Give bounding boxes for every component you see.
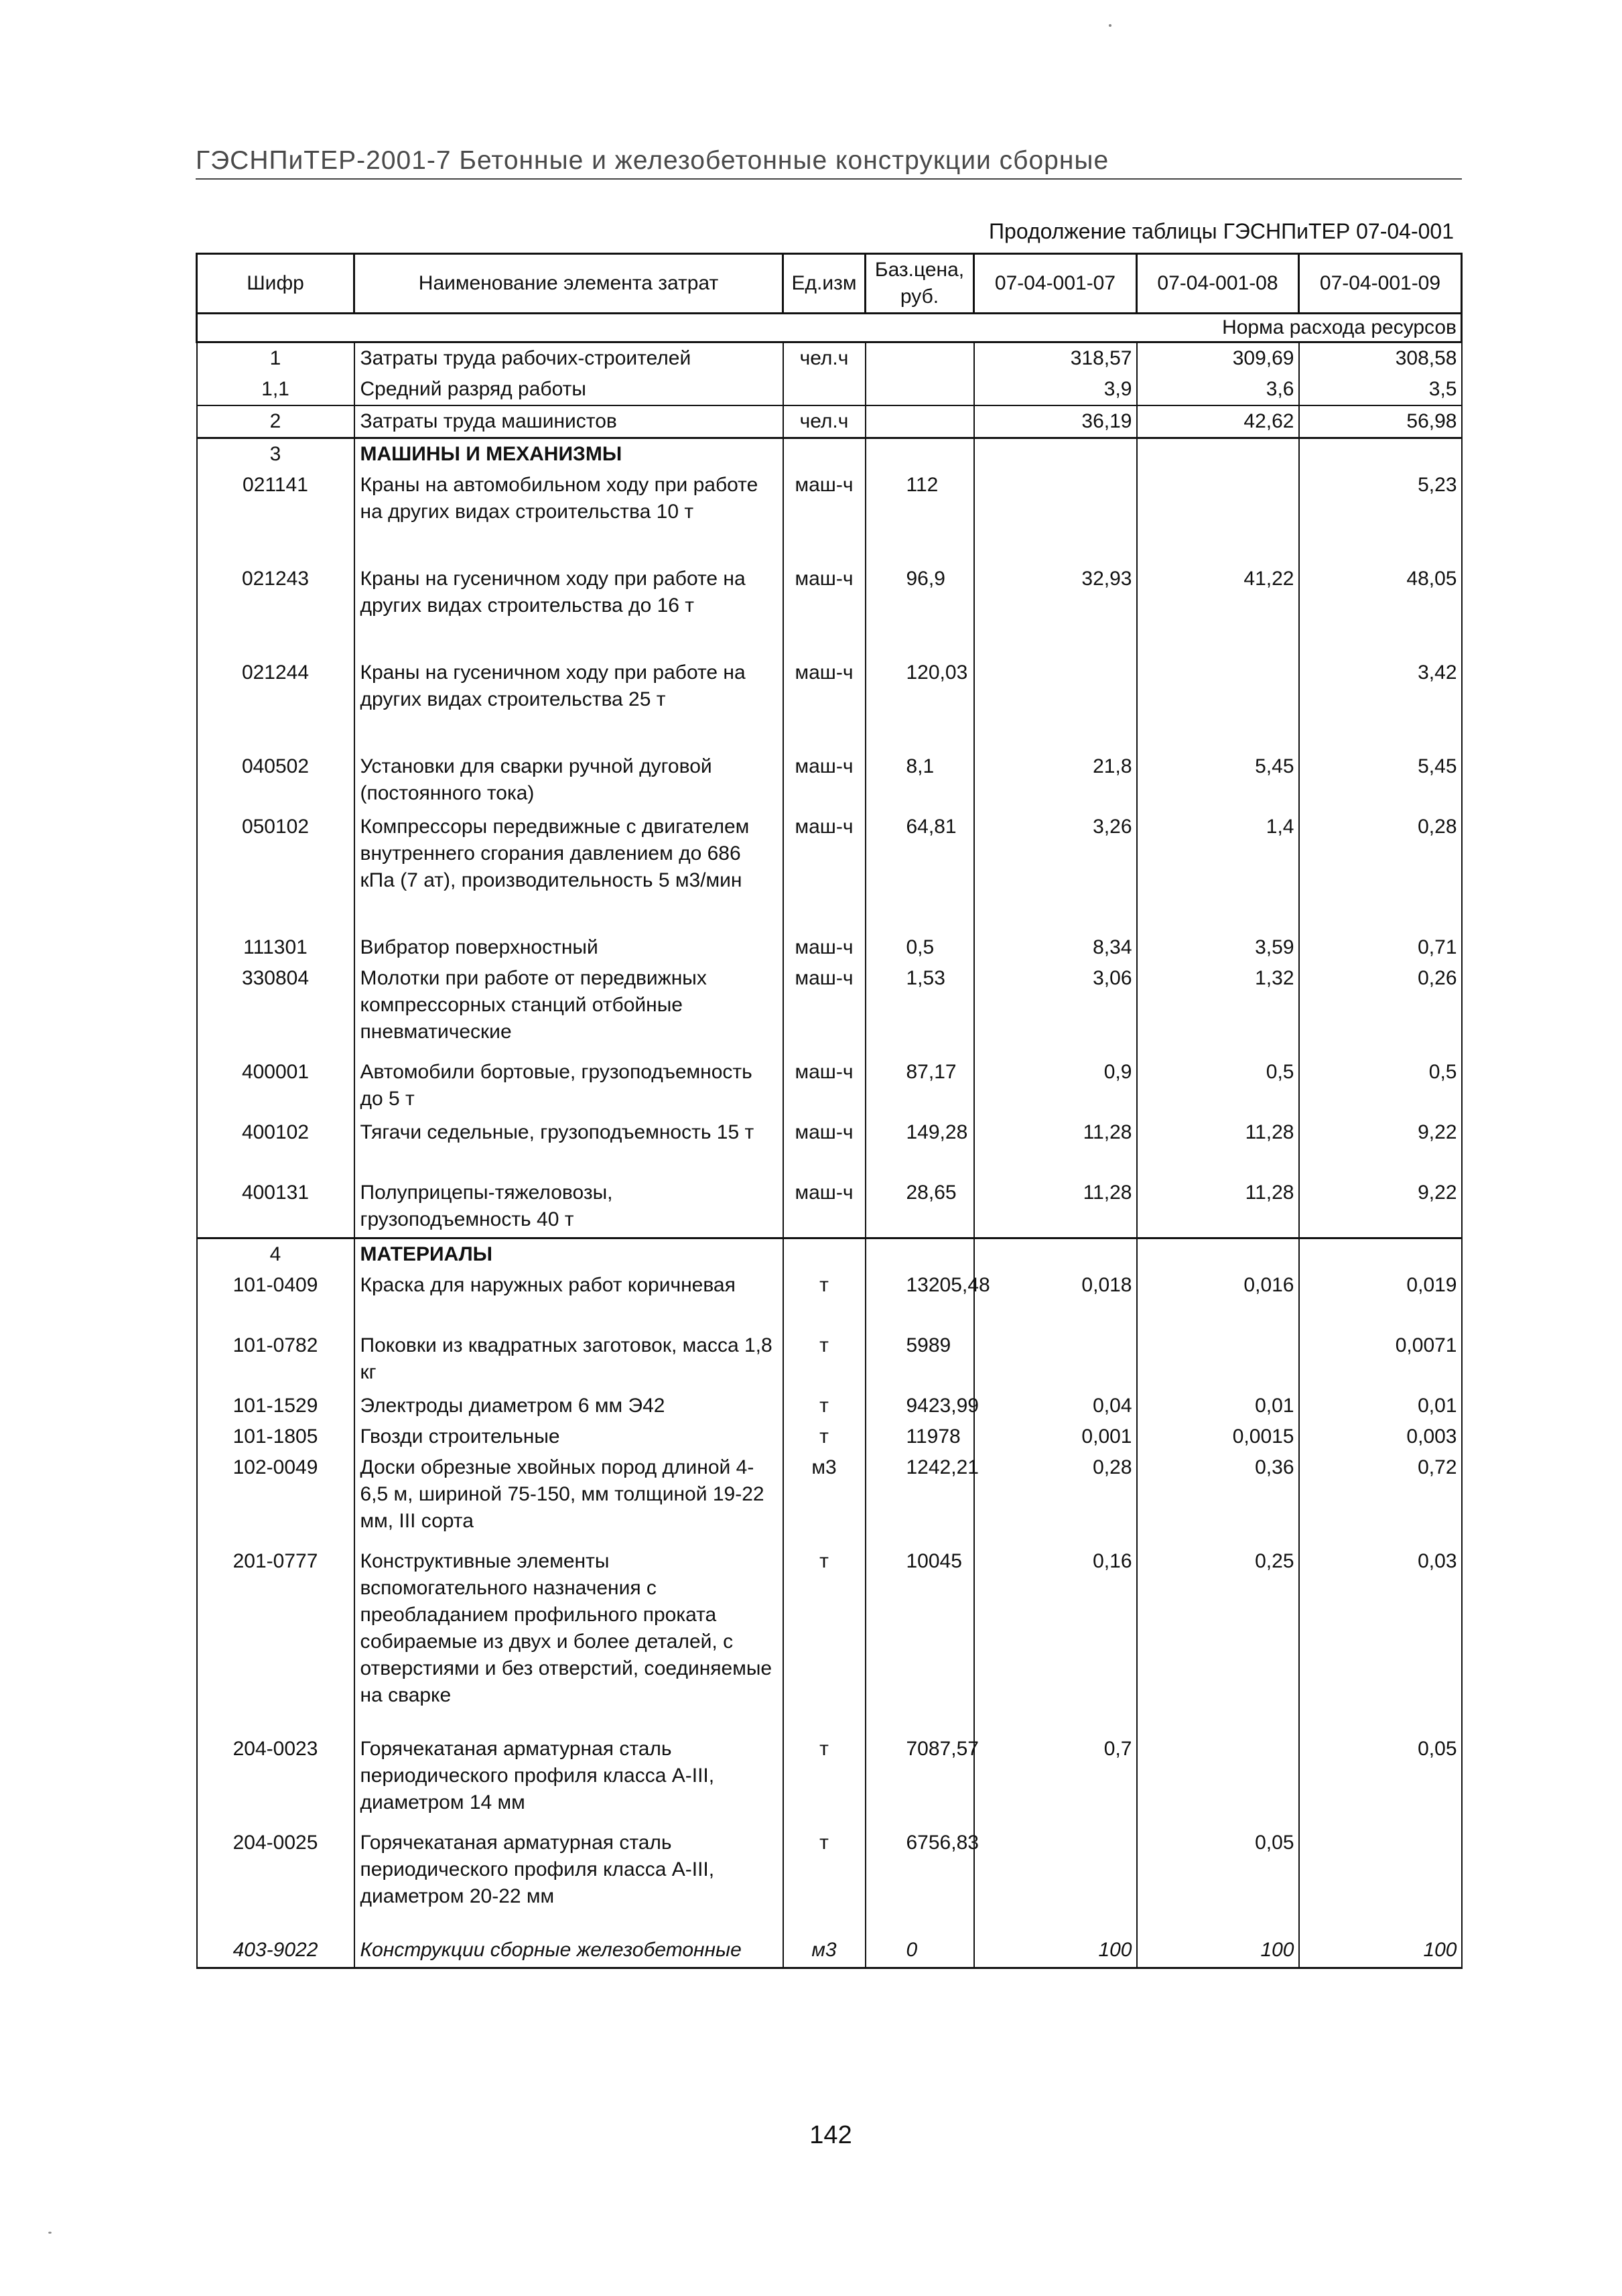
cell-unit: маш-ч	[783, 1117, 866, 1177]
table-row	[197, 1057, 1462, 1117]
cell-unit: т	[783, 1391, 866, 1421]
cell-value-08: 1,4	[1137, 812, 1299, 932]
cell-unit: м3	[783, 1452, 866, 1546]
cell-value-07: 0,7	[974, 1734, 1137, 1828]
table-row	[197, 963, 1462, 1057]
cell-code: 2	[197, 405, 354, 438]
cell-code: 400102	[197, 1117, 354, 1177]
cell-value-09: 0,019	[1299, 1270, 1462, 1330]
cell-code: 111301	[197, 932, 354, 963]
cell-value-09: 308,58	[1299, 342, 1462, 375]
cell-name: Краска для наружных работ коричневая	[354, 1270, 783, 1330]
cell-code: 400001	[197, 1057, 354, 1117]
cell-value-08	[1137, 470, 1299, 564]
table-row	[197, 405, 1462, 438]
cell-name: Автомобили бортовые, грузоподъемность до 5 т	[354, 1057, 783, 1117]
cell-value-07: 0,04	[974, 1391, 1137, 1421]
cell-value-09: 0,72	[1299, 1452, 1462, 1546]
cell-price: 0	[866, 1935, 974, 1968]
cell-name: Вибратор поверхностный	[354, 932, 783, 963]
cell-value-09: 0,05	[1299, 1734, 1462, 1828]
cell-price: 87,17	[866, 1057, 974, 1117]
cell-unit: маш-ч	[783, 470, 866, 564]
cell-value-08: 0,36	[1137, 1452, 1299, 1546]
cell-code: 204-0023	[197, 1734, 354, 1828]
cell-price: 9423,99	[866, 1391, 974, 1421]
cell-code: 101-0409	[197, 1270, 354, 1330]
scan-speck	[48, 2232, 52, 2234]
norma-label: Норма расхода ресурсов	[974, 314, 1462, 342]
cell-value-09: 0,003	[1299, 1421, 1462, 1452]
cell-code: 1	[197, 342, 354, 375]
cell-value-07: 0,018	[974, 1270, 1137, 1330]
cell-unit: т	[783, 1734, 866, 1828]
cell-name: Тягачи седельные, грузоподъемность 15 т	[354, 1117, 783, 1177]
resource-norms-table	[196, 253, 1463, 1969]
header-price: Баз.цена, руб.	[866, 254, 974, 314]
cell-value-07	[974, 1238, 1137, 1270]
cell-name: Горячекатаная арматурная сталь периодического профиля класса А-III, диаметром 20-22 мм	[354, 1828, 783, 1935]
table-row	[197, 751, 1462, 812]
cell-value-08: 5,45	[1137, 751, 1299, 812]
cell-value-07	[974, 657, 1137, 751]
table-row	[197, 342, 1462, 375]
running-header: ГЭСНПиТЕР-2001-7 Бетонные и железобетонные конструкции сборные	[196, 143, 1462, 180]
cell-unit	[783, 374, 866, 405]
cell-unit: чел.ч	[783, 342, 866, 375]
cell-value-09: 5,45	[1299, 751, 1462, 812]
cell-name: Затраты труда машинистов	[354, 405, 783, 438]
cell-name: Гвозди строительные	[354, 1421, 783, 1452]
cell-value-09: 5,23	[1299, 470, 1462, 564]
header-code: Шифр	[197, 254, 354, 314]
cell-unit	[783, 438, 866, 470]
cell-price: 8,1	[866, 751, 974, 812]
cell-value-08: 11,28	[1137, 1177, 1299, 1238]
cell-value-08: 100	[1137, 1935, 1299, 1968]
table-row	[197, 657, 1462, 751]
cell-value-08: 1,32	[1137, 963, 1299, 1057]
table-header-row	[197, 254, 1462, 314]
cell-value-09: 9,22	[1299, 1117, 1462, 1177]
cell-name: Горячекатаная арматурная сталь периодического профиля класса А-III, диаметром 14 мм	[354, 1734, 783, 1828]
table-row	[197, 564, 1462, 657]
header-name: Наименование элемента затрат	[354, 254, 783, 314]
cell-name: МАТЕРИАЛЫ	[354, 1238, 783, 1270]
cell-value-07: 11,28	[974, 1117, 1137, 1177]
cell-value-07: 0,28	[974, 1452, 1137, 1546]
cell-unit: м3	[783, 1935, 866, 1968]
cell-value-08: 0,016	[1137, 1270, 1299, 1330]
header-col-09: 07-04-001-09	[1299, 254, 1462, 314]
cell-code: 021141	[197, 470, 354, 564]
table-row	[197, 1452, 1462, 1546]
cell-code: 403-9022	[197, 1935, 354, 1968]
cell-unit: маш-ч	[783, 812, 866, 932]
cell-unit: т	[783, 1421, 866, 1452]
cell-value-09	[1299, 1238, 1462, 1270]
cell-value-07	[974, 438, 1137, 470]
cell-value-08: 309,69	[1137, 342, 1299, 375]
cell-price: 112	[866, 470, 974, 564]
cell-unit: маш-ч	[783, 963, 866, 1057]
cell-value-07: 3,9	[974, 374, 1137, 405]
cell-unit: маш-ч	[783, 657, 866, 751]
cell-price	[866, 438, 974, 470]
cell-value-08	[1137, 1330, 1299, 1391]
cell-value-07: 100	[974, 1935, 1137, 1968]
cell-unit	[783, 1238, 866, 1270]
cell-price	[866, 342, 974, 375]
cell-price	[866, 405, 974, 438]
header-col-08: 07-04-001-08	[1137, 254, 1299, 314]
cell-value-09: 9,22	[1299, 1177, 1462, 1238]
cell-price: 120,03	[866, 657, 974, 751]
cell-code: 400131	[197, 1177, 354, 1238]
cell-price: 1,53	[866, 963, 974, 1057]
cell-value-09: 3,42	[1299, 657, 1462, 751]
table-row	[197, 932, 1462, 963]
table-continuation-caption: Продолжение таблицы ГЭСНПиТЕР 07-04-001	[989, 219, 1454, 243]
table-row	[197, 1270, 1462, 1330]
cell-value-08: 3,59	[1137, 932, 1299, 963]
header-unit: Ед.изм	[783, 254, 866, 314]
table-row	[197, 1828, 1462, 1935]
header-col-07: 07-04-001-07	[974, 254, 1137, 314]
cell-name: Установки для сварки ручной дуговой (постоянного тока)	[354, 751, 783, 812]
scan-speck	[1109, 24, 1111, 27]
cell-unit: маш-ч	[783, 1057, 866, 1117]
cell-value-07	[974, 470, 1137, 564]
cell-unit: т	[783, 1828, 866, 1935]
cell-value-08	[1137, 1238, 1299, 1270]
table-row	[197, 812, 1462, 932]
cell-value-09: 3,5	[1299, 374, 1462, 405]
cell-value-08: 11,28	[1137, 1117, 1299, 1177]
cell-value-07	[974, 1828, 1137, 1935]
cell-price: 28,65	[866, 1177, 974, 1238]
cell-unit: маш-ч	[783, 751, 866, 812]
cell-value-07: 0,001	[974, 1421, 1137, 1452]
cell-value-09: 100	[1299, 1935, 1462, 1968]
cell-value-08: 0,0015	[1137, 1421, 1299, 1452]
cell-name: Конструктивные элементы вспомогательного назначения с преобладанием профильного проката собираемые из двух и более деталей, с отверстиями и без отверстий, соединяемые на сварке	[354, 1546, 783, 1734]
cell-value-09: 0,0071	[1299, 1330, 1462, 1391]
cell-name: Молотки при работе от передвижных компрессорных станций отбойные пневматические	[354, 963, 783, 1057]
cell-code: 4	[197, 1238, 354, 1270]
cell-value-07: 3,06	[974, 963, 1137, 1057]
cell-price: 11978	[866, 1421, 974, 1452]
cell-name: Краны на автомобильном ходу при работе на других видах строительства 10 т	[354, 470, 783, 564]
page-number: 142	[809, 2121, 852, 2149]
cell-value-08: 0,5	[1137, 1057, 1299, 1117]
cell-value-08: 42,62	[1137, 405, 1299, 438]
table-row	[197, 1330, 1462, 1391]
cell-value-07: 318,57	[974, 342, 1137, 375]
table-row	[197, 1935, 1462, 1968]
cell-name: Краны на гусеничном ходу при работе на других видах строительства до 16 т	[354, 564, 783, 657]
cell-value-09: 0,28	[1299, 812, 1462, 932]
cell-value-07	[974, 1330, 1137, 1391]
cell-unit: т	[783, 1546, 866, 1734]
cell-code: 3	[197, 438, 354, 470]
cell-name: Средний разряд работы	[354, 374, 783, 405]
cell-price	[866, 374, 974, 405]
cell-code: 330804	[197, 963, 354, 1057]
table-row	[197, 1117, 1462, 1177]
cell-name: Краны на гусеничном ходу при работе на других видах строительства 25 т	[354, 657, 783, 751]
cell-value-09	[1299, 1828, 1462, 1935]
cell-name: Поковки из квадратных заготовок, масса 1,8 кг	[354, 1330, 783, 1391]
cell-code: 050102	[197, 812, 354, 932]
cell-value-07: 11,28	[974, 1177, 1137, 1238]
cell-value-08	[1137, 438, 1299, 470]
cell-name: Конструкции сборные железобетонные	[354, 1935, 783, 1968]
cell-price	[866, 1238, 974, 1270]
table-row	[197, 1734, 1462, 1828]
cell-price: 96,9	[866, 564, 974, 657]
cell-price: 149,28	[866, 1117, 974, 1177]
cell-value-08: 0,25	[1137, 1546, 1299, 1734]
cell-price: 6756,83	[866, 1828, 974, 1935]
cell-value-08: 0,01	[1137, 1391, 1299, 1421]
cell-code: 101-0782	[197, 1330, 354, 1391]
cell-value-09: 0,03	[1299, 1546, 1462, 1734]
cell-unit: чел.ч	[783, 405, 866, 438]
cell-value-08	[1137, 657, 1299, 751]
cell-value-09: 0,71	[1299, 932, 1462, 963]
cell-code: 101-1529	[197, 1391, 354, 1421]
table-row	[197, 470, 1462, 564]
cell-name: Доски обрезные хвойных пород длиной 4-6,5 м, шириной 75-150, мм толщиной 19-22 мм, III сорта	[354, 1452, 783, 1546]
cell-code: 204-0025	[197, 1828, 354, 1935]
cell-unit: т	[783, 1330, 866, 1391]
cell-value-08: 41,22	[1137, 564, 1299, 657]
cell-name: Компрессоры передвижные с двигателем внутреннего сгорания давлением до 686 кПа (7 ат), производительность 5 м3/мин	[354, 812, 783, 932]
cell-price: 7087,57	[866, 1734, 974, 1828]
cell-value-07: 32,93	[974, 564, 1137, 657]
cell-value-09: 48,05	[1299, 564, 1462, 657]
cell-value-09: 0,01	[1299, 1391, 1462, 1421]
cell-value-09: 0,5	[1299, 1057, 1462, 1117]
cell-value-07: 0,16	[974, 1546, 1137, 1734]
cell-value-09: 56,98	[1299, 405, 1462, 438]
cell-value-07: 36,19	[974, 405, 1137, 438]
cell-value-08: 0,05	[1137, 1828, 1299, 1935]
cell-unit: т	[783, 1270, 866, 1330]
table-row	[197, 1421, 1462, 1452]
cell-value-08: 3,6	[1137, 374, 1299, 405]
cell-value-08	[1137, 1734, 1299, 1828]
cell-code: 102-0049	[197, 1452, 354, 1546]
table-row	[197, 1546, 1462, 1734]
table-row	[197, 374, 1462, 405]
cell-code: 1,1	[197, 374, 354, 405]
cell-name: МАШИНЫ И МЕХАНИЗМЫ	[354, 438, 783, 470]
cell-price: 5989	[866, 1330, 974, 1391]
cell-value-07: 21,8	[974, 751, 1137, 812]
cell-value-07: 0,9	[974, 1057, 1137, 1117]
cell-code: 040502	[197, 751, 354, 812]
cell-unit: маш-ч	[783, 1177, 866, 1238]
cell-price: 64,81	[866, 812, 974, 932]
table-row	[197, 1391, 1462, 1421]
table-row	[197, 1177, 1462, 1238]
cell-value-07: 3,26	[974, 812, 1137, 932]
cell-code: 021243	[197, 564, 354, 657]
cell-code: 021244	[197, 657, 354, 751]
cell-unit: маш-ч	[783, 564, 866, 657]
cell-value-09: 0,26	[1299, 963, 1462, 1057]
cell-price: 13205,48	[866, 1270, 974, 1330]
cell-name: Затраты труда рабочих-строителей	[354, 342, 783, 375]
cell-name: Электроды диаметром 6 мм Э42	[354, 1391, 783, 1421]
norma-subheader-row	[197, 314, 1462, 342]
cell-value-07: 8,34	[974, 932, 1137, 963]
cell-price: 1242,21	[866, 1452, 974, 1546]
cell-code: 201-0777	[197, 1546, 354, 1734]
cell-price: 10045	[866, 1546, 974, 1734]
table-row	[197, 1238, 1462, 1270]
cell-value-09	[1299, 438, 1462, 470]
cell-code: 101-1805	[197, 1421, 354, 1452]
cell-name: Полуприцепы-тяжеловозы, грузоподъемность 40 т	[354, 1177, 783, 1238]
cell-price: 0,5	[866, 932, 974, 963]
cell-unit: маш-ч	[783, 932, 866, 963]
table-row	[197, 438, 1462, 470]
